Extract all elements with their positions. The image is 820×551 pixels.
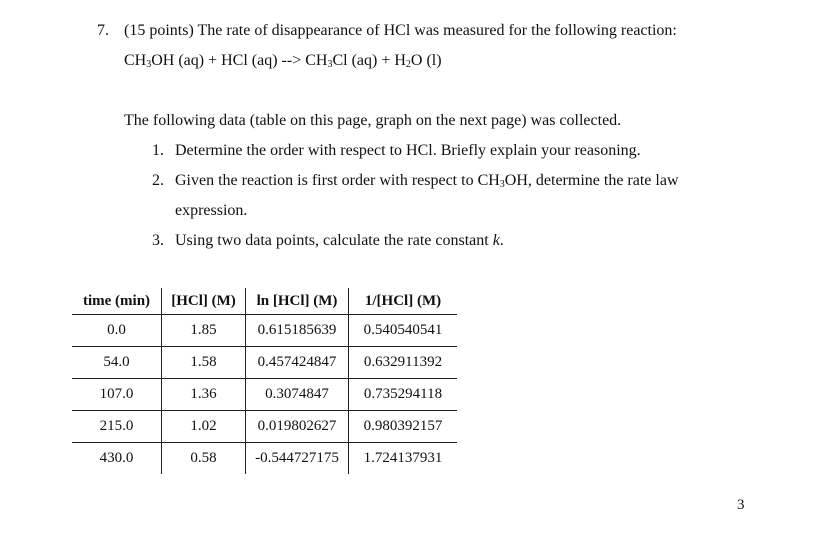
- table-row: [72, 315, 457, 347]
- table-cell: 0.632911392: [349, 347, 458, 379]
- table-row: [72, 411, 457, 443]
- table-cell: 0.615185639: [246, 315, 349, 347]
- table-cell: 0.019802627: [246, 411, 349, 443]
- table-cell: 1.724137931: [349, 443, 458, 475]
- table-row: [72, 443, 457, 475]
- table-cell: 0.457424847: [246, 347, 349, 379]
- question-number: 7.: [97, 22, 109, 39]
- column-header-ln-hcl: ln [HCl] (M): [246, 288, 349, 315]
- list-item: 3. Using two data points, calculate the rate constant k.: [152, 232, 504, 249]
- table-cell: 0.735294118: [349, 379, 458, 411]
- page-number: 3: [737, 497, 745, 513]
- table-cell: 107.0: [72, 379, 162, 411]
- data-intro: The following data (table on this page, graph on the next page) was collected.: [124, 112, 622, 129]
- data-table: [72, 288, 457, 474]
- question-text: (15 points) The rate of disappearance of HCl was measured for the following reaction:: [124, 22, 677, 39]
- table-cell: 215.0: [72, 411, 162, 443]
- table-cell: 0.0: [72, 315, 162, 347]
- reaction-equation: $CH_3OH$ (aq) + HCl (aq) --> $CH_3Cl$ $(aq) + H_2O$ (l): [124, 52, 442, 70]
- table-row: [72, 379, 457, 411]
- table-cell: 0.3074847: [246, 379, 349, 411]
- column-header-inverse-hcl: 1/[HCl] (M): [349, 288, 458, 315]
- table-cell: 430.0: [99, 450, 134, 466]
- table-cell: -0.544727175: [246, 443, 349, 475]
- column-header-hcl: [HCl] (M): [162, 288, 246, 315]
- table-cell: 1.36: [162, 379, 246, 411]
- table-cell: 1.58: [162, 347, 246, 379]
- list-item-continuation: expression.: [175, 202, 248, 219]
- table-row: [72, 347, 457, 379]
- list-item: 1. Determine the order with respect to HCl. Briefly explain your reasoning.: [152, 142, 641, 159]
- table-cell: 0.980392157: [349, 411, 458, 443]
- column-header-time: time (min): [72, 288, 162, 315]
- table-cell: 0.58: [162, 443, 246, 475]
- table-cell: 54.0: [72, 347, 162, 379]
- table-header-row: [72, 288, 457, 315]
- table-cell: 1.02: [162, 411, 246, 443]
- table-cell: 1.85: [162, 315, 246, 347]
- table-cell: 0.540540541: [349, 315, 458, 347]
- list-item: 2. Given the reaction is first order with respect to $CH_3OH$, determine the rate law: [152, 172, 679, 190]
